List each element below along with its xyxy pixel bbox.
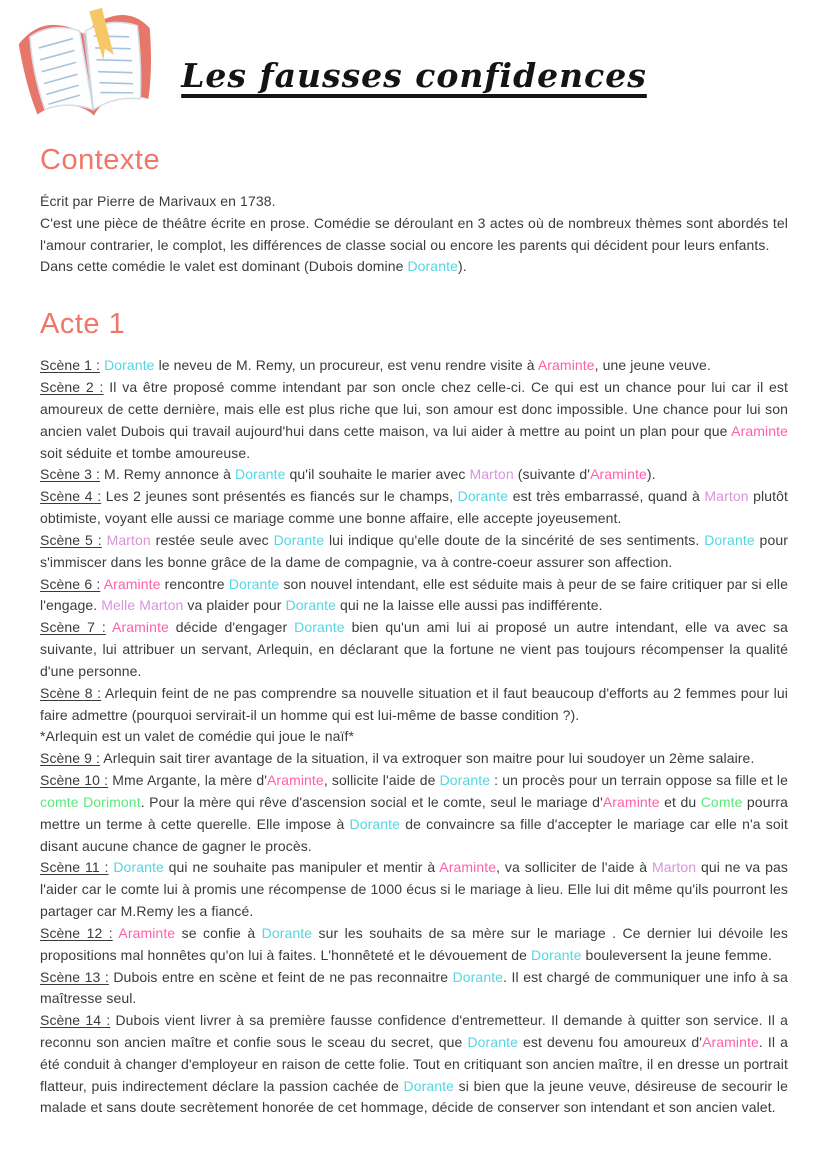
text-segment: va plaider pour xyxy=(183,597,286,614)
text-segment: le neveu de M. Remy, un procureur, est venu rendre visite à xyxy=(154,357,538,374)
text-segment: M. Remy annonce à xyxy=(100,466,236,483)
scene-label: Scène 1 : xyxy=(40,357,101,374)
paragraph xyxy=(40,530,788,574)
text-segment: , une jeune veuve. xyxy=(594,357,711,374)
character-name-araminte: Araminte xyxy=(537,357,595,374)
paragraph xyxy=(40,726,788,748)
character-name-dorante: Dorante xyxy=(228,575,280,592)
text-segment: lui indique qu'elle doute de la sincérité de ses sentiments. xyxy=(324,531,705,548)
character-name-dorante: Dorante xyxy=(113,859,164,876)
character-name-marton: Marton xyxy=(651,859,697,876)
character-name-marton: Marton xyxy=(704,488,749,505)
character-name-araminte: Araminte xyxy=(602,793,660,810)
character-name-araminte: Araminte xyxy=(590,466,647,483)
character-name-araminte: Araminte xyxy=(112,619,169,636)
paragraph xyxy=(40,355,788,377)
scene-label: Scène 3 : xyxy=(40,466,101,483)
text-segment: est très embarrassé, quand à xyxy=(508,488,705,505)
character-name-araminte: Araminte xyxy=(439,859,497,876)
section-body-contexte xyxy=(40,191,788,278)
paragraph xyxy=(40,191,788,213)
text-segment: soit séduite et tombe amoureuse. xyxy=(40,444,251,461)
paragraph xyxy=(40,256,788,278)
character-name-dorante: Dorante xyxy=(285,597,337,614)
text-segment: . Pour la mère qui rêve d'ascension social et le comte, seul le mariage d' xyxy=(140,793,603,810)
text-segment: bouleversent la jeune femme. xyxy=(581,946,773,963)
text-segment: ). xyxy=(457,258,467,275)
text-segment: . Il a été conduit à changer d'employeur en raison de cette folie. Tout en critiquant son ancien maître, il en dresse un portrait flatteur, puis indirectement déclare la passion cachée de xyxy=(40,1033,789,1094)
text-segment: : un procès pour un terrain oppose sa fille et le xyxy=(490,772,788,789)
text-segment: qu'il souhaite le marier avec xyxy=(285,466,470,483)
open-book-icon xyxy=(12,4,164,130)
character-name-dorante: Dorante xyxy=(452,968,504,985)
character-name-araminte: Araminte xyxy=(118,924,176,941)
paragraph xyxy=(40,1010,788,1119)
text-segment: Arlequin feint de ne pas comprendre sa nouvelle situation et il faut beaucoup d'efforts au 2 femmes pour lui faire admettre (pourquoi servirait-il un homme qui est lui-même de basse condition ?). xyxy=(40,684,788,723)
scene-label: Scène 9 : xyxy=(40,750,101,767)
text-segment: et du xyxy=(659,793,701,810)
scene-label: Scène 7 : xyxy=(40,619,106,636)
text-segment: C'est une pièce de théâtre écrite en prose. Comédie se déroulant en 3 actes où de nombreux thèmes sont abordés tel l'amour contrarier, le complot, les différences de classe social ou encore les parents qui décident pour leurs enfants. xyxy=(40,214,788,253)
text-segment: se confie à xyxy=(175,924,262,941)
text-segment: , va solliciter de l'aide à xyxy=(496,859,652,876)
section-body-acte-1 xyxy=(40,355,788,1119)
character-name-dorante: Dorante xyxy=(531,946,582,963)
character-name-marton: Melle Marton xyxy=(101,597,184,614)
section-heading-contexte: Contexte xyxy=(40,144,161,176)
text-segment: Dubois entre en scène et feint de ne pas reconnaitre xyxy=(108,968,453,985)
character-name-comte: Comte xyxy=(700,793,743,810)
text-segment: , sollicite l'aide de xyxy=(323,772,440,789)
character-name-dorante: Dorante xyxy=(407,258,458,275)
section-heading-acte-1: Acte 1 xyxy=(40,308,126,341)
character-name-araminte: Araminte xyxy=(266,772,324,789)
scene-label: Scène 10 : xyxy=(40,772,109,789)
scene-label: Scène 2 : xyxy=(40,379,104,396)
paragraph xyxy=(40,464,788,486)
character-name-dorante: Dorante xyxy=(467,1033,518,1050)
paragraph xyxy=(40,967,788,1011)
paragraph xyxy=(40,923,788,967)
text-segment: Arlequin sait tirer avantage de la situation, il va extroquer son maitre pour lui soudoyer un 2ème salaire. xyxy=(100,750,755,767)
text-segment: pourra mettre un terme à cette querelle. Elle impose à xyxy=(40,793,788,832)
character-name-dorante: Dorante xyxy=(273,531,325,548)
scene-label: Scène 14 : xyxy=(40,1012,111,1029)
text-segment: rencontre xyxy=(160,575,229,592)
scene-label: Scène 12 : xyxy=(40,924,113,941)
text-segment: son nouvel intendant, elle est séduite mais à peur de se faire critiquer par si elle l'engage. xyxy=(40,575,789,614)
character-name-dorante: Dorante xyxy=(294,619,345,636)
text-segment: Dubois vient livrer à sa première fausse confidence d'entremetteur. Il demande à quitter son service. Il a reconnu son ancien maître et confie sous le sceau du secret, que xyxy=(40,1012,789,1050)
text-segment: Dans cette comédie le valet est dominant (Dubois domine xyxy=(40,258,408,275)
scene-label: Scène 11 : xyxy=(40,859,109,876)
paragraph xyxy=(40,213,788,257)
character-name-dorante: Dorante xyxy=(439,772,491,789)
character-name-comte: comte Dorimont xyxy=(40,793,141,810)
text-segment: ). xyxy=(646,466,656,483)
scene-label: Scène 4 : xyxy=(40,488,102,505)
scene-label: Scène 13 : xyxy=(40,968,109,985)
document-header xyxy=(40,0,788,128)
text-segment: plutôt obtimiste, voyant elle aussi ce mariage comme une bonne affaire, elle accepte joyeusement. xyxy=(40,488,789,527)
character-name-araminte: Araminte xyxy=(103,575,161,592)
text-segment: Les 2 jeunes sont présentés es fiancés sur le champs, xyxy=(101,488,458,505)
character-name-marton: Marton xyxy=(469,466,514,483)
character-name-araminte: Araminte xyxy=(731,422,788,439)
character-name-araminte: Araminte xyxy=(702,1033,759,1050)
paragraph xyxy=(40,574,788,618)
character-name-dorante: Dorante xyxy=(261,924,313,941)
text-segment: qui ne souhaite pas manipuler et mentir à xyxy=(163,859,440,876)
paragraph xyxy=(40,748,788,770)
character-name-dorante: Dorante xyxy=(704,531,755,548)
scene-label: Scène 6 : xyxy=(40,575,101,592)
text-segment: bien qu'un ami lui ai proposé un autre intendant, elle va avec sa suivante, lui attribuer un servant, Arlequin, en déclarant que la fortune ne vient pas toujours récompenser la qualité d'une personne. xyxy=(40,619,789,679)
text-segment: Mme Argante, la mère d' xyxy=(108,772,267,789)
text-segment: qui ne va pas l'aider car le comte lui à promis une récompense de 1000 écus si le mariage à lieu. Elle lui dit même qu'ils pourront les partager car M.Remy les a fiancé. xyxy=(40,859,788,920)
character-name-dorante: Dorante xyxy=(403,1077,455,1094)
page-title-text: Les fausses confidences xyxy=(181,56,647,95)
text-segment: est devenu fou amoureux d' xyxy=(517,1033,703,1050)
text-segment: Écrit par Pierre de Marivaux en 1738. xyxy=(40,193,276,209)
text-segment: pour s'immiscer dans les bonne grâce de la dame de compagnie, va à contre-coeur assurer son affection. xyxy=(40,531,788,570)
paragraph xyxy=(40,617,788,682)
text-segment: décide d'engager xyxy=(168,619,295,636)
text-segment: (suivante d' xyxy=(513,466,591,483)
paragraph xyxy=(40,857,788,922)
paragraph xyxy=(40,683,788,727)
text-segment: restée seule avec xyxy=(150,531,274,548)
paragraph xyxy=(40,770,788,857)
character-name-dorante: Dorante xyxy=(349,815,401,832)
text-segment: Il va être proposé comme intendant par son oncle chez celle-ci. Ce qui est un chance pour lui car il est amoureux de cette dernière, mais elle est plus riche que lui, son amour est donc impossible. Une chance pour lui son ancien valet Dubois qui travail aujourd'hui dans cette maison, va lui aider à mettre au point un plan pour que xyxy=(40,379,788,439)
character-name-marton: Marton xyxy=(106,531,151,548)
sections-container xyxy=(40,144,788,1119)
scene-label: Scène 5 : xyxy=(40,531,102,548)
text-segment: si bien que la jeune veuve, désireuse de secourir le malade et sans doute secrètement honorée de cet hommage, décide de conserver son intendant et son ancien valet. xyxy=(40,1077,789,1116)
character-name-dorante: Dorante xyxy=(104,357,155,374)
text-segment: sur les souhaits de sa mère sur le mariage . Ce dernier lui dévoile les propositions mal honnêtes qu'on lui à faites. L'honnêteté et le dévouement de xyxy=(40,924,789,963)
character-name-dorante: Dorante xyxy=(235,466,286,483)
paragraph xyxy=(40,377,788,464)
paragraph xyxy=(40,486,788,530)
text-segment: de convaincre sa fille d'accepter le mariage car elle n'a soit disant aucune chance de gagner le procès. xyxy=(40,815,788,854)
text-segment: *Arlequin est un valet de comédie qui joue le naïf* xyxy=(40,728,355,745)
character-name-dorante: Dorante xyxy=(457,488,509,505)
scene-label: Scène 8 : xyxy=(40,684,102,701)
text-segment: qui ne la laisse elle aussi pas indifférente. xyxy=(336,597,603,614)
text-segment: . Il est chargé de communiquer une info à sa maîtresse seul. xyxy=(40,968,788,1007)
